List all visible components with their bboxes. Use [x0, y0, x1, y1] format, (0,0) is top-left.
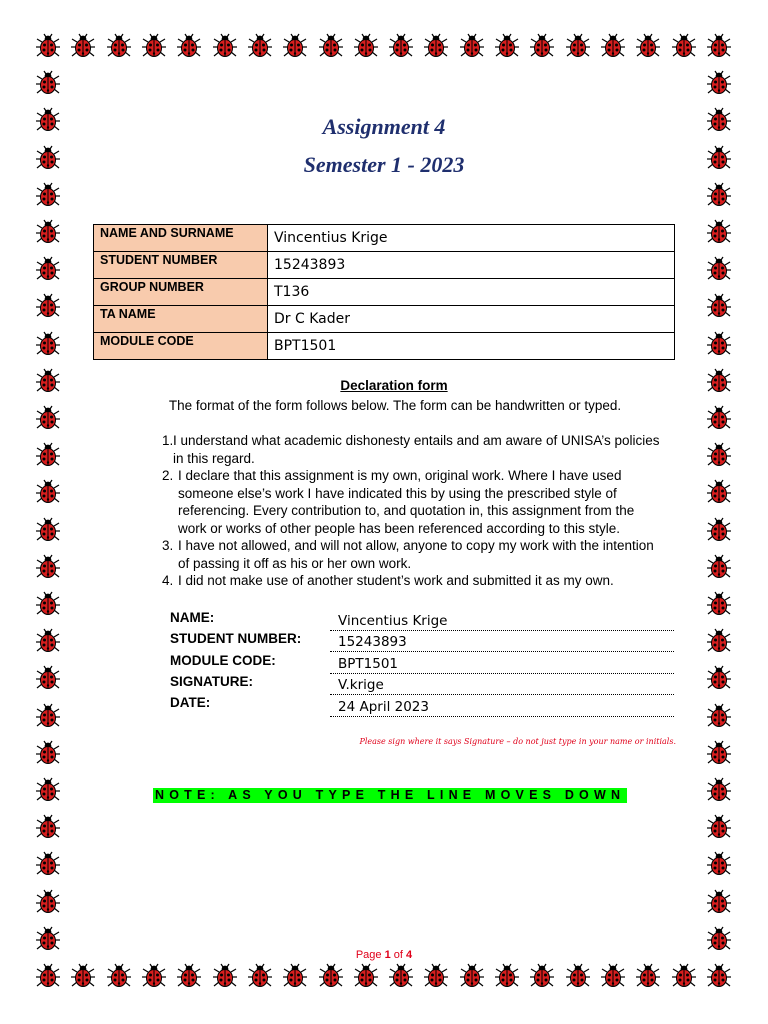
ladybug-icon — [35, 182, 61, 208]
ladybug-icon — [35, 703, 61, 729]
ladybug-icon — [141, 33, 167, 59]
ladybug-icon — [706, 591, 732, 617]
ladybug-icon — [35, 442, 61, 468]
ladybug-icon — [282, 963, 308, 989]
student-number-label: STUDENT NUMBER — [94, 252, 268, 279]
ladybug-icon — [706, 219, 732, 245]
ladybug-icon — [423, 963, 449, 989]
ladybug-icon — [494, 33, 520, 59]
ladybug-icon — [35, 963, 61, 989]
list-item-text: I declare that this assignment is my own, original work. Where I have used someone else’s work I have indicated this by using the prescribed style of referencing. Every contribution to, and quotation in, this assignment from the work or works of other people has been referenced according to this style. — [178, 468, 635, 536]
ladybug-icon — [106, 963, 132, 989]
page-total: 4 — [406, 949, 413, 961]
ladybug-icon — [529, 33, 555, 59]
student-number-value: 15243893 — [268, 252, 675, 279]
ladybug-icon — [318, 33, 344, 59]
list-item-text: I have not allowed, and will not allow, anyone to copy my work with the intention of passing it off as his or her own work. — [178, 538, 654, 571]
ladybug-icon — [706, 256, 732, 282]
ladybug-icon — [35, 889, 61, 915]
ladybug-icon — [706, 331, 732, 357]
ladybug-icon — [35, 814, 61, 840]
ladybug-icon — [35, 740, 61, 766]
ladybug-icon — [212, 963, 238, 989]
name-field[interactable]: Vincentius Krige — [330, 611, 674, 631]
ladybug-icon — [353, 33, 379, 59]
module-code-label: MODULE CODE — [94, 333, 268, 360]
ladybug-icon — [35, 665, 61, 691]
page-number — [0, 949, 768, 961]
ladybug-icon — [706, 33, 732, 59]
table-row — [94, 279, 675, 306]
name-surname-value: Vincentius Krige — [268, 225, 675, 252]
ladybug-icon — [212, 33, 238, 59]
ladybug-icon — [565, 33, 591, 59]
ladybug-icon — [706, 479, 732, 505]
ladybug-icon — [565, 963, 591, 989]
date-label: DATE: — [170, 695, 211, 710]
declaration-list — [162, 432, 662, 590]
module-code-value: BPT1501 — [268, 333, 675, 360]
table-row — [94, 252, 675, 279]
ladybug-icon — [706, 70, 732, 96]
ladybug-icon — [706, 926, 732, 952]
list-item — [162, 432, 662, 467]
ladybug-icon — [35, 33, 61, 59]
ladybug-icon — [706, 814, 732, 840]
declaration-intro: The format of the form follows below. The form can be handwritten or typed. — [168, 398, 622, 413]
ladybug-icon — [706, 851, 732, 877]
ladybug-icon — [70, 963, 96, 989]
ladybug-icon — [706, 777, 732, 803]
ladybug-icon — [494, 963, 520, 989]
page-subtitle: Semester 1 - 2023 — [303, 152, 465, 177]
signature-note: Please sign where it says Signature – do not just type in your name or initials. — [359, 737, 676, 746]
ladybug-icon — [706, 517, 732, 543]
page-word: Page — [355, 949, 382, 961]
ladybug-icon — [706, 442, 732, 468]
group-number-label: GROUP NUMBER — [94, 279, 268, 306]
ladybug-icon — [35, 331, 61, 357]
ladybug-icon — [141, 963, 167, 989]
student-info-table — [93, 224, 675, 360]
date-field[interactable]: 24 April 2023 — [330, 697, 674, 717]
ladybug-icon — [176, 33, 202, 59]
signature-label: SIGNATURE: — [170, 674, 253, 689]
ladybug-icon — [706, 740, 732, 766]
group-number-value: T136 — [268, 279, 675, 306]
list-item — [162, 537, 662, 572]
ladybug-icon — [35, 293, 61, 319]
ladybug-icon — [353, 963, 379, 989]
ta-name-value: Dr C Kader — [268, 306, 675, 333]
ladybug-icon — [282, 33, 308, 59]
ladybug-icon — [529, 963, 555, 989]
list-item-text: I understand what academic dishonesty entails and am aware of UNISA’s policies in this regard. — [173, 433, 660, 466]
ladybug-icon — [423, 33, 449, 59]
typing-note: NOTE: AS YOU TYPE THE LINE MOVES DOWN — [155, 788, 626, 802]
ladybug-icon — [318, 963, 344, 989]
ladybug-icon — [388, 33, 414, 59]
ladybug-icon — [635, 33, 661, 59]
ladybug-icon — [706, 182, 732, 208]
signature-field[interactable]: V.krige — [330, 675, 674, 695]
ladybug-icon — [35, 591, 61, 617]
declaration-title: Declaration form — [340, 378, 448, 393]
ladybug-icon — [388, 963, 414, 989]
ladybug-icon — [459, 33, 485, 59]
list-item-number: 3. — [162, 538, 174, 553]
ladybug-icon — [35, 256, 61, 282]
ladybug-icon — [706, 703, 732, 729]
list-item — [162, 572, 662, 590]
page-of: of — [393, 949, 403, 961]
module-code-field[interactable]: BPT1501 — [330, 654, 674, 674]
ladybug-icon — [706, 889, 732, 915]
ladybug-icon — [706, 665, 732, 691]
ladybug-icon — [706, 963, 732, 989]
table-row — [94, 306, 675, 333]
page-current: 1 — [384, 949, 391, 961]
ladybug-icon — [459, 963, 485, 989]
page-title: Assignment 4 — [322, 114, 446, 139]
name-surname-label: NAME AND SURNAME — [94, 225, 268, 252]
list-item-number: 1. — [162, 433, 174, 448]
student-number-field-label: STUDENT NUMBER: — [170, 631, 302, 646]
ladybug-icon — [35, 628, 61, 654]
ladybug-icon — [247, 33, 273, 59]
ladybug-icon — [706, 293, 732, 319]
ladybug-icon — [35, 777, 61, 803]
ladybug-icon — [70, 33, 96, 59]
module-code-field-label: MODULE CODE: — [170, 653, 276, 668]
ladybug-icon — [706, 554, 732, 580]
ladybug-icon — [35, 479, 61, 505]
student-number-field[interactable]: 15243893 — [330, 632, 674, 652]
ladybug-icon — [671, 33, 697, 59]
ladybug-icon — [176, 963, 202, 989]
list-item-number: 2. — [162, 468, 174, 483]
table-row — [94, 333, 675, 360]
ladybug-icon — [247, 963, 273, 989]
ladybug-icon — [35, 851, 61, 877]
ladybug-icon — [35, 517, 61, 543]
ladybug-icon — [706, 628, 732, 654]
ladybug-icon — [600, 33, 626, 59]
ladybug-icon — [671, 963, 697, 989]
name-label: NAME: — [170, 610, 215, 625]
table-row — [94, 225, 675, 252]
list-item-text: I did not make use of another student’s work and submitted it as my own. — [178, 573, 614, 588]
ladybug-icon — [600, 963, 626, 989]
ladybug-icon — [635, 963, 661, 989]
ladybug-icon — [35, 70, 61, 96]
ta-name-label: TA NAME — [94, 306, 268, 333]
list-item-number: 4. — [162, 573, 174, 588]
ladybug-icon — [35, 926, 61, 952]
ladybug-icon — [35, 219, 61, 245]
ladybug-icon — [35, 554, 61, 580]
list-item — [162, 467, 662, 537]
ladybug-icon — [106, 33, 132, 59]
